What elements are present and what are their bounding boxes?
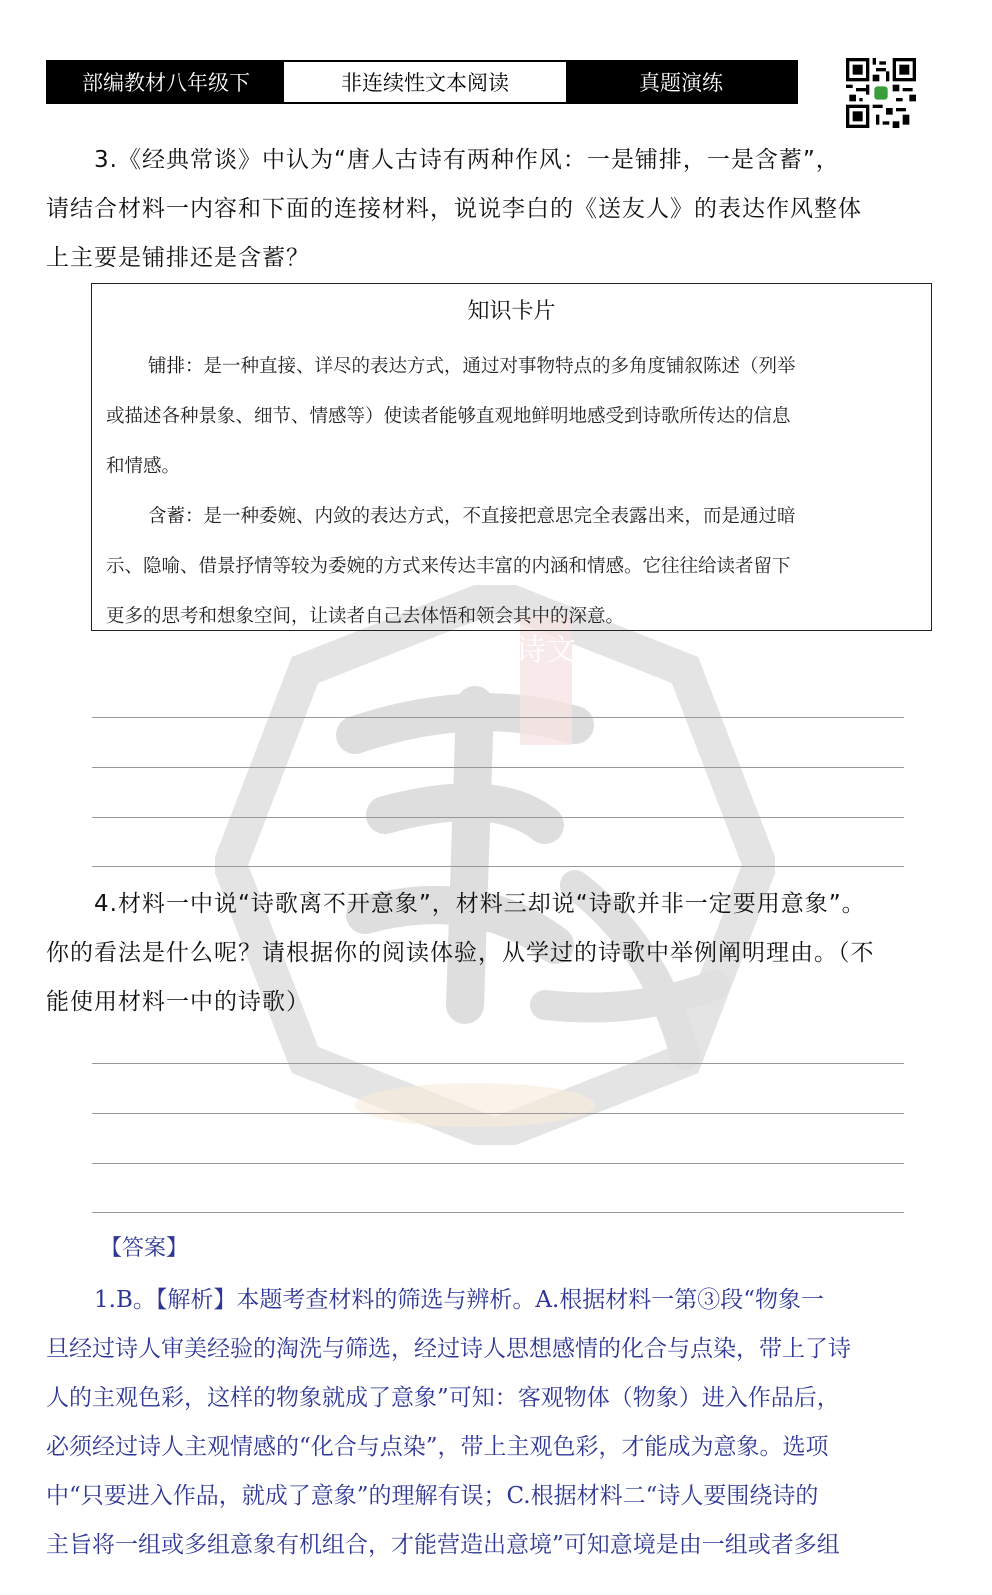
- card-para-2-line-1: [106, 492, 921, 542]
- answer-text: [46, 1276, 926, 1570]
- card-para-1-text-1: 是一种直接、详尽的表达方式，通过对事物特点的多角度铺叙陈述（列举: [203, 356, 796, 377]
- answer-line[interactable]: [92, 866, 904, 867]
- header-book: 部编教材八年级下: [48, 62, 284, 102]
- answer-line[interactable]: [92, 717, 904, 718]
- question-4-line-3: 能使用材料一中的诗歌）: [46, 989, 310, 1015]
- question-3-line-2: 请结合材料一内容和下面的连接材料，说说李白的《送友人》的表达作风整体: [46, 196, 862, 222]
- header-topic: 非连续性文本阅读: [284, 62, 566, 102]
- term-pupai: 铺排：: [148, 356, 204, 377]
- card-para-1-line-3: 和情感。: [106, 456, 181, 477]
- card-para-2-line-3: 更多的思考和想象空间，让读者自己去体悟和领会其中的深意。: [106, 606, 625, 627]
- answer-line[interactable]: [92, 1212, 904, 1213]
- question-4-line-2: 你的看法是什么呢？请根据你的阅读体验，从学过的诗歌中举例阐明理由。（不: [46, 940, 875, 966]
- answer-line[interactable]: [92, 1113, 904, 1114]
- question-4-line-1: 4.材料一中说“诗歌离不开意象”，材料三却说“诗歌并非一定要用意象”。: [94, 891, 866, 917]
- question-3-line-3: 上主要是铺排还是含蓄？: [46, 245, 310, 271]
- card-para-1-line-2: 或描述各种景象、细节、情感等）使读者能够直观地鲜明地感受到诗歌所传达的信息: [106, 406, 791, 427]
- answer-line-3: 人的主观色彩，这样的物象就成了意象”可知：客观物体（物象）进入作品后，: [46, 1385, 840, 1411]
- answer-line[interactable]: [92, 1163, 904, 1164]
- knowledge-card-title: 知识卡片: [467, 299, 556, 324]
- answer-line-6: 主旨将一组或多组意象有机组合，才能营造出意境”可知意境是由一组或者多组: [46, 1532, 840, 1558]
- answer-line[interactable]: [92, 767, 904, 768]
- seal-char-1: 诗文: [516, 633, 576, 668]
- card-para-2-text-1: 是一种委婉、内敛的表达方式，不直接把意思完全表露出来，而是通过暗: [203, 506, 796, 527]
- qr-code-icon: [846, 58, 916, 128]
- header-section: 真题演练: [566, 62, 796, 102]
- card-para-2-line-2: 示、隐喻、借景抒情等较为委婉的方式来传达丰富的内涵和情感。它往往给读者留下: [106, 556, 791, 577]
- answer-heading: 【答案】: [100, 1236, 189, 1261]
- answer-line[interactable]: [92, 1063, 904, 1064]
- answer-line-4: 必须经过诗人主观情感的“化合与点染”，带上主观色彩，才能成为意象。选项: [46, 1434, 829, 1460]
- knowledge-card: [91, 283, 932, 631]
- answer-line-1: 1.B。【解析】本题考查材料的筛选与辨析。A.根据材料一第③段“物象一: [94, 1287, 825, 1313]
- question-3-line-1: 3.《经典常谈》中认为“唐人古诗有两种作风：一是铺排，一是含蓄”，: [94, 147, 840, 173]
- answer-line-2: 旦经过诗人审美经验的淘洗与筛选，经过诗人思想感情的化合与点染，带上了诗: [46, 1336, 851, 1362]
- answer-line-5: 中“只要进入作品，就成了意象”的理解有误；C.根据材料二“诗人要围绕诗的: [46, 1483, 819, 1509]
- watermark-logo: [215, 585, 775, 1145]
- term-hanxu: 含蓄：: [148, 506, 204, 527]
- header-bar: [46, 60, 798, 104]
- card-para-1-line-1: [106, 342, 921, 392]
- question-3: [46, 136, 926, 283]
- knowledge-card-body: [106, 342, 921, 642]
- question-4: [46, 880, 926, 1027]
- answer-line[interactable]: [92, 817, 904, 818]
